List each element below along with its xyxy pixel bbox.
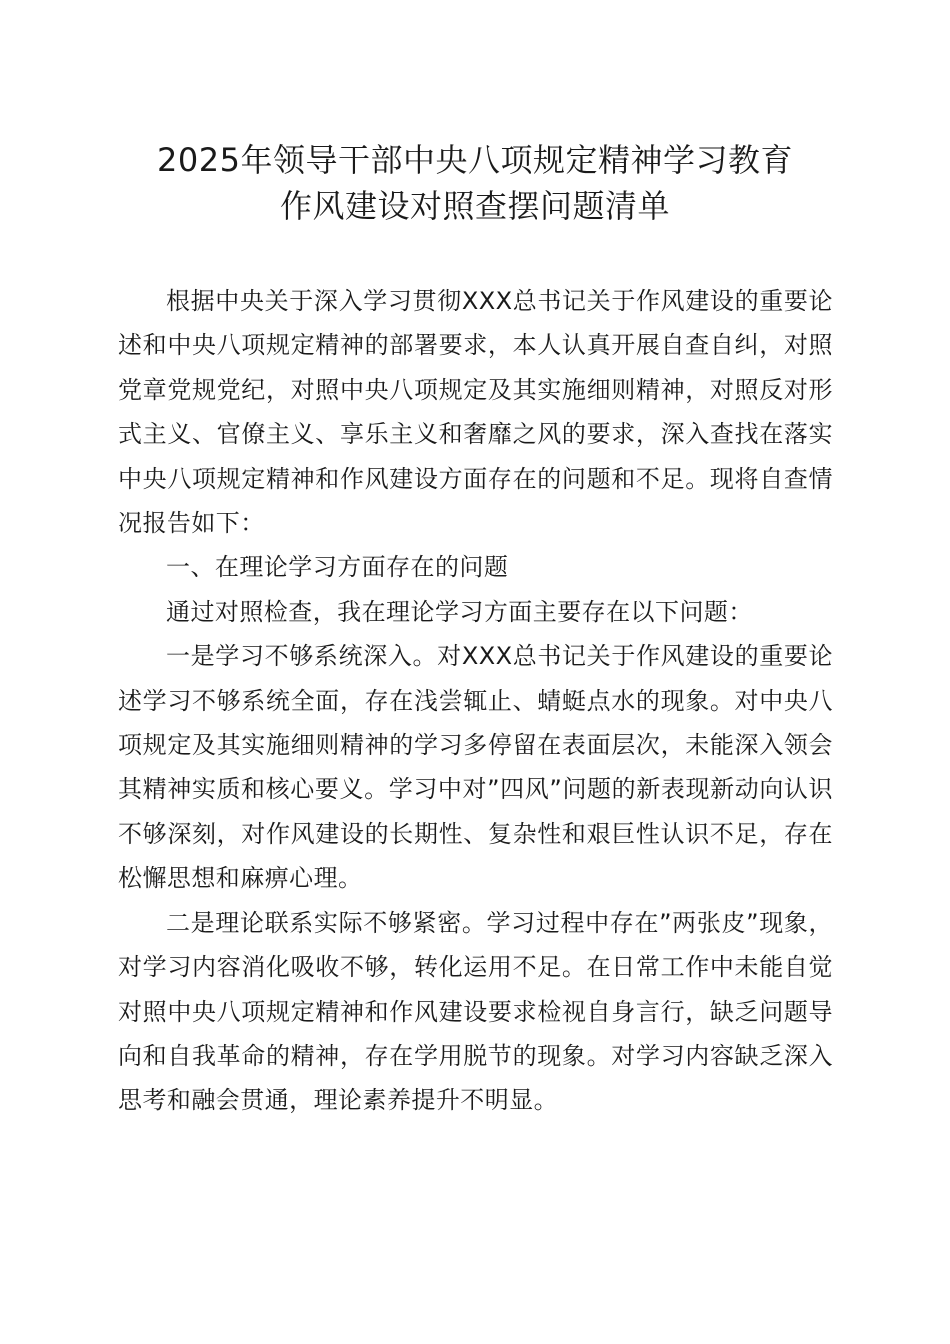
issue-paragraph-1: 一是学习不够系统深入。对XXX总书记关于作风建设的重要论述学习不够系统全面，存在浅尝辄止、蜻蜓点水的现象。对中央八项规定及其实施细则精神的学习多停留在表面层次，未能深入领会其精神实质和核心要义。学习中对”四风”问题的新表现新动向认识不够深刻，对作风建设的长期性、复杂性和艰巨性认识不足，存在松懈思想和麻痹心理。 (118, 642, 833, 893)
document-body (118, 279, 833, 1123)
title-line-1: 2025年领导干部中央八项规定精神学习教育 (157, 141, 793, 179)
section-intro-paragraph: 通过对照检查，我在理论学习方面主要存在以下问题： (166, 597, 753, 626)
issue-paragraph-2: 二是理论联系实际不够紧密。学习过程中存在”两张皮”现象，对学习内容消化吸收不够，转化运用不足。在日常工作中未能自觉对照中央八项规定精神和作风建设要求检视自身言行，缺乏问题导向和自我革命的精神，存在学用脱节的现象。对学习内容缺乏深入思考和融会贯通，理论素养提升不明显。 (118, 908, 833, 1115)
section-heading: 一、在理论学习方面存在的问题 (166, 553, 509, 582)
document-title (90, 137, 860, 229)
intro-paragraph: 根据中央关于深入学习贯彻XXX总书记关于作风建设的重要论述和中央八项规定精神的部署要求，本人认真开展自查自纠，对照党章党规党纪，对照中央八项规定及其实施细则精神，对照反对形式主义、官僚主义、享乐主义和奢靡之风的要求，深入查找在落实中央八项规定精神和作风建设方面存在的问题和不足。现将自查情况报告如下： (118, 287, 833, 538)
title-line-2: 作风建设对照查摆问题清单 (279, 187, 670, 225)
